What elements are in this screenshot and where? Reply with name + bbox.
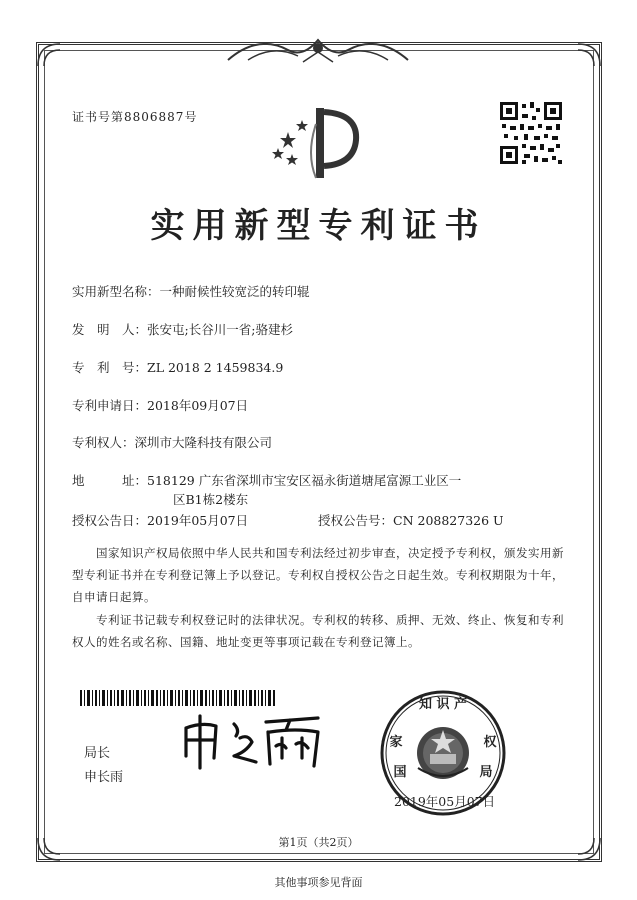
page-indicator: 第1页（共2页） [278,836,359,849]
director-title: 局长 [84,746,111,761]
grant-announcement-date-value: 2019年05月07日 [147,513,249,528]
legal-status-paragraph: 专利证书记载专利权登记时的法律状况。专利权的转移、质押、无效、终止、恢复和专利权人的姓名或名称、国籍、地址变更等事项记载在专利登记簿上。 [72,613,564,649]
certificate-title: 实用新型专利证书 [150,206,487,246]
svg-text:家: 家 [389,735,403,750]
patentee-value: 深圳市大隆科技有限公司 [134,435,273,450]
patentee-row [72,433,272,451]
svg-text:国: 国 [393,765,407,780]
utility-model-name-label: 实用新型名称： [72,284,160,299]
inventor-row [72,320,293,338]
svg-text:知 识 产: 知 识 产 [418,697,468,712]
cnipa-logo-icon [266,104,366,182]
grant-announcement-number-value: CN 208827326 U [393,513,504,528]
patent-number-row [72,358,283,376]
address-line-1: 518129 广东省深圳市宝安区福永街道塘尾富源工业区一 [147,473,462,488]
utility-model-name-value: 一种耐候性较宽泛的转印辊 [159,284,310,299]
svg-text:局: 局 [479,765,493,780]
inventor-label: 发 明 人： [72,322,148,337]
inventor-value: 张安屯;长谷川一省;骆建杉 [147,322,293,337]
qr-code [498,100,564,166]
corner-ornament-tl [36,42,62,68]
certificate-number: 证书号第8806887号 [72,110,198,124]
patent-number-value: ZL 2018 2 1459834.9 [147,360,284,375]
address-label: 地 址： [72,473,148,488]
barcode [80,690,276,706]
filing-date-label: 专利申请日： [72,398,148,413]
address-line-2: 区B1栋2楼东 [173,492,249,507]
director-name: 申长雨 [84,770,124,785]
director-signature [178,708,328,770]
top-ornament [218,30,418,66]
filing-date-value: 2018年09月07日 [147,398,249,413]
grant-announcement-date-row [72,511,248,529]
grant-announcement-number-label: 授权公告号： [318,513,394,528]
address-row [72,471,461,489]
corner-ornament-tr [576,42,602,68]
grant-statement-paragraph: 国家知识产权局依照中华人民共和国专利法经过初步审查，决定授予专利权，颁发实用新型专利证书并在专利登记簿上予以登记。专利权自授权公告之日起生效。专利权期限为十年，自申请日起算。 [72,546,564,604]
svg-text:权: 权 [483,735,497,750]
footer-note: 其他事项参见背面 [274,876,363,889]
filing-date-row [72,396,248,414]
grant-announcement-number-row [318,511,504,529]
grant-announcement-date-label: 授权公告日： [72,513,148,528]
utility-model-name-row [72,282,310,300]
patent-number-label: 专 利 号： [72,360,148,375]
seal-date: 2019年05月07日 [394,794,496,809]
patentee-label: 专利权人： [72,435,135,450]
